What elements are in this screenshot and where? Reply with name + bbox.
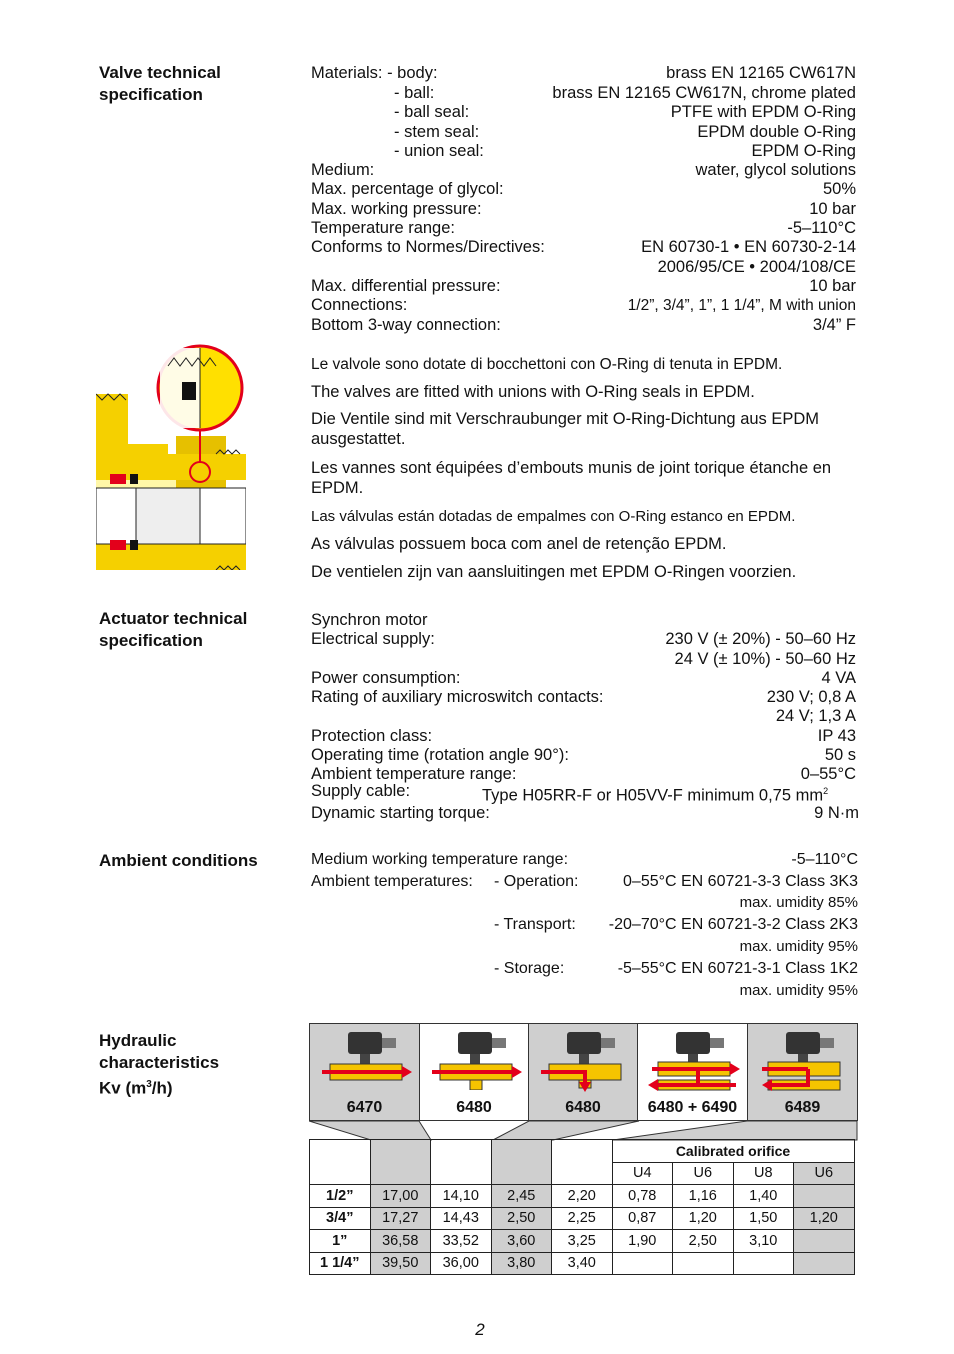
product-panel-6480 — [419, 1023, 529, 1121]
translation-en: The valves are fitted with unions with O-Ring seals in EPDM. — [311, 383, 755, 401]
product-panel-6480-bottom — [528, 1023, 638, 1121]
table-row: U4 U6 U8 U6 — [310, 1162, 855, 1185]
valve-icon — [428, 1028, 524, 1090]
spec-row: Operating time (rotation angle 90°): 50 s — [311, 746, 856, 764]
translation-de: Die Ventile sind mit Verschraubunger mit O-Ring-Dichtung aus EPDM ausgestattet. — [311, 410, 820, 448]
table-row: 3/4” 17,27 14,43 2,50 2,25 0,87 1,20 1,50 1,20 — [310, 1207, 855, 1230]
product-code: 6470 — [346, 1099, 383, 1116]
valve-spec-heading: Valve technical specification — [99, 63, 221, 104]
spec-row: Synchron motor — [311, 611, 428, 629]
translation-es: Las válvulas están dotadas de empalmes con O-Ring estanco en EPDM. — [311, 508, 796, 525]
orifice-header: Calibrated orifice — [612, 1140, 854, 1163]
table-row — [310, 1140, 855, 1163]
product-panel-6480-6490 — [637, 1023, 748, 1121]
translation-pt: As válvulas possuem boca com anel de retenção EPDM. — [311, 535, 727, 553]
valve-icon — [318, 1028, 414, 1090]
hydraulic-heading: Hydraulic characteristics Kv $(m^3/h)$ — [99, 1031, 220, 1098]
o-ring-seal — [110, 540, 126, 550]
ambient-heading: Ambient conditions — [99, 851, 258, 870]
o-ring-seal — [110, 474, 126, 484]
spec-row: - ball: brass EN 12165 CW617N, chrome plated — [394, 83, 856, 102]
spec-row: Materials: - body: brass EN 12165 CW617N — [311, 64, 856, 82]
spec-row: Rating of auxiliary microswitch contacts: 230 V; 0,8 A — [311, 688, 856, 706]
spec-row: Temperature range: -5–110°C — [311, 218, 856, 237]
panel-connectors — [309, 1121, 859, 1141]
spec-row: 24 V; 1,3 A — [775, 707, 856, 725]
product-panel-6470 — [309, 1023, 420, 1121]
table-row: 1” 36,58 33,52 3,60 3,25 1,90 2,50 3,10 — [310, 1230, 855, 1253]
spec-row: - union seal: EPDM O-Ring — [394, 142, 856, 160]
valve-icon — [646, 1028, 742, 1094]
translation-fr: Les vannes sont équipées d’embouts munis de joint torique étanche en EPDM. — [311, 459, 832, 497]
spec-row: max. umidity 85% — [739, 894, 858, 911]
spec-row: Power consumption: 4 VA — [311, 669, 856, 687]
kv-table — [309, 1139, 855, 1275]
spec-row: - ball seal: PTFE with EPDM O-Ring — [394, 103, 856, 121]
valve-icon — [756, 1028, 852, 1094]
spec-row: Electrical supply: 230 V (± 20%) - 50–60 Hz — [311, 630, 856, 648]
spec-row: Medium: water, glycol solutions — [311, 161, 856, 179]
spec-row: max. umidity 95% — [739, 982, 858, 999]
translation-nl: De ventielen zijn van aansluitingen met EPDM O-Ringen voorzien. — [311, 563, 797, 581]
product-panel-6489 — [747, 1023, 858, 1121]
product-code: 6489 — [784, 1099, 821, 1116]
spec-row: Supply cable: Type H05RR-F or H05VV-F minimum 0,75 $mm^2$ — [311, 782, 829, 805]
spec-row: Ambient temperatures: - Operation: 0–55°C EN 60721-3-3 Class 3K3 — [311, 873, 858, 890]
spec-row: Connections: 1/2”, 3/4”, 1”, 1 1/4”, M with union — [311, 296, 856, 314]
table-row: 1 1/4” 39,50 36,00 3,80 3,40 — [310, 1252, 855, 1275]
valve-icon — [537, 1028, 633, 1094]
product-code: 6480 + 6490 — [647, 1099, 738, 1116]
spec-row: Protection class: IP 43 — [311, 727, 856, 745]
actuator-spec-heading: Actuator technical specification — [99, 609, 248, 650]
spec-row: Max. differential pressure: 10 bar — [311, 277, 856, 295]
spec-row: 2006/95/CE • 2004/108/CE — [657, 257, 856, 276]
spec-row: Bottom 3-way connection: 3/4” F — [311, 315, 856, 334]
translation-it: Le valvole sono dotate di bocchettoni con O-Ring di tenuta in EPDM. — [311, 356, 783, 373]
spec-row: Ambient temperature range: 0–55°C — [311, 765, 856, 783]
spec-row: Dynamic starting torque: 9 N·m — [311, 804, 859, 822]
spec-row: - stem seal: EPDM double O-Ring — [394, 122, 856, 141]
spec-row: max. umidity 95% — [739, 938, 858, 955]
product-code: 6480 — [456, 1099, 492, 1116]
spec-row: Max. percentage of glycol: 50% — [311, 180, 856, 198]
spec-row: 24 V (± 10%) - 50–60 Hz — [674, 650, 856, 668]
product-code: 6480 — [565, 1099, 601, 1116]
spec-row: Medium working temperature range: -5–110°C — [311, 851, 858, 868]
spec-row: Conforms to Normes/Directives: EN 60730-1 • EN 60730-2-14 — [311, 237, 856, 256]
union-cutaway-illustration — [96, 344, 246, 570]
spec-row: Max. working pressure: 10 bar — [311, 199, 856, 218]
spec-row: - Transport: -20–70°C EN 60721-3-2 Class 2K3 — [494, 916, 858, 933]
table-row: 1/2” 17,00 14,10 2,45 2,20 0,78 1,16 1,40 — [310, 1185, 855, 1208]
spec-row: - Storage: -5–55°C EN 60721-3-1 Class 1K2 — [494, 960, 858, 977]
page-number: 2 — [475, 1320, 485, 1339]
